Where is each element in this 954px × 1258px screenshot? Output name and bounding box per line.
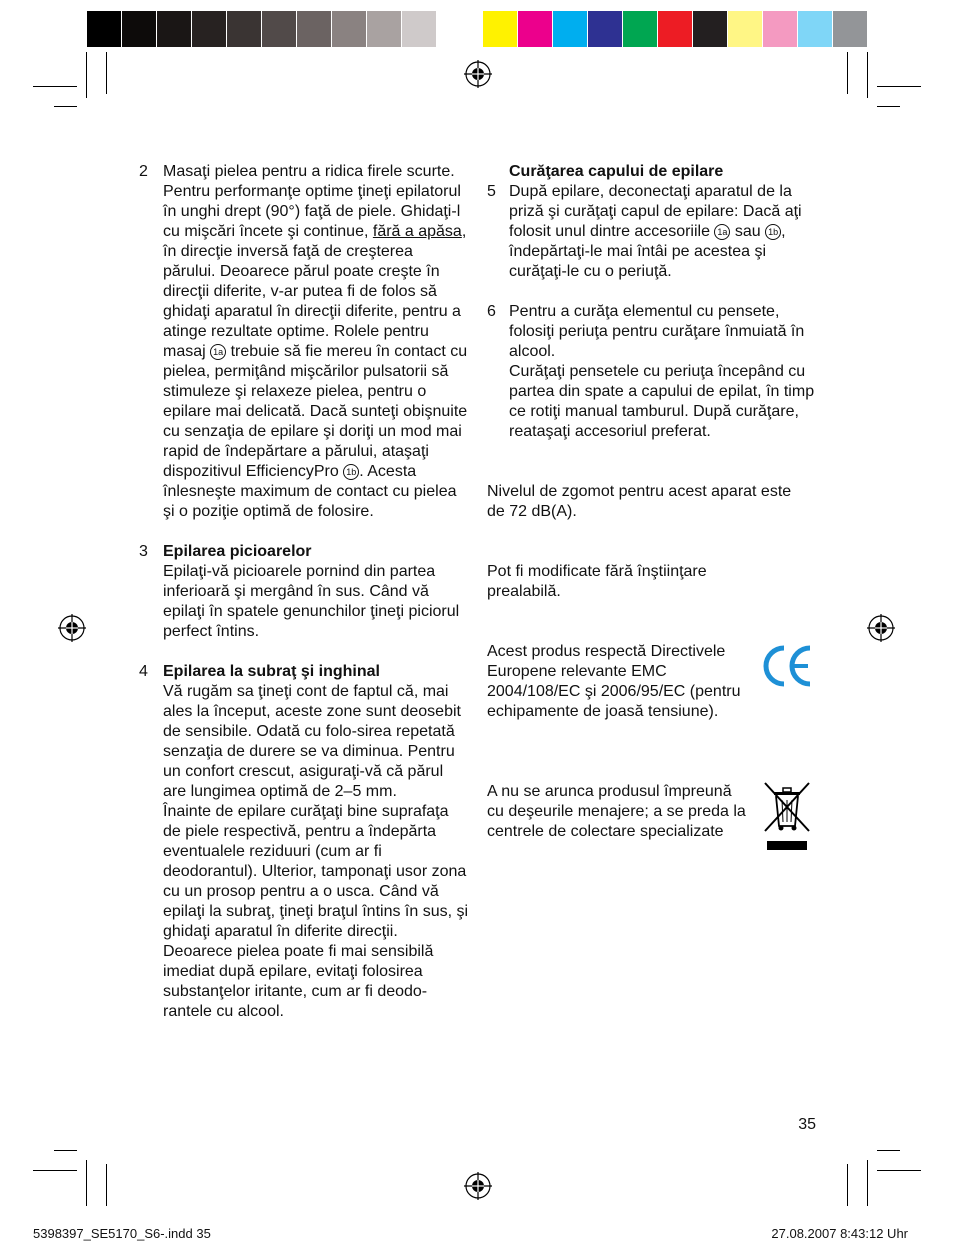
color-swatch [367, 11, 402, 47]
color-swatch [122, 11, 157, 47]
step-text: sau [730, 223, 766, 240]
section-heading: Curăţarea capului de epilare [509, 163, 724, 180]
step-2 [139, 162, 469, 522]
page-number: 35 [798, 1116, 816, 1133]
symbol-1b: 1b [765, 224, 781, 240]
crop-mark [867, 52, 868, 98]
color-swatch [728, 11, 763, 47]
crop-mark [867, 1160, 868, 1206]
crop-mark [877, 1150, 900, 1151]
crossed-bin-icon [762, 780, 812, 852]
registration-mark-icon [464, 60, 492, 88]
symbol-1a: 1a [210, 344, 226, 360]
crop-mark [54, 106, 77, 107]
crop-mark [106, 1164, 107, 1206]
disposal-text: A nu se arunca produsul împreună cu deşeurile menajere; a se preda la centrele de colectare specializate [487, 783, 746, 840]
color-swatch [798, 11, 833, 47]
step-text: După epilare, deconectaţi aparatul de la priză şi curăţaţi capul de epilare: Dacă aţi folosit unul dintre accesoriile [509, 183, 802, 240]
color-swatch [763, 11, 798, 47]
color-swatch [833, 11, 868, 47]
step-paragraph: Înainte de epilare curăţaţi bine suprafaţa de piele respectivă, pentru a îndepărta eventualele reziduuri (cum ar fi deodorantul). Ulterior, tamponaţi usor zona cu un prosop pentru a o usca. Când vă epilaţi la subraţ, ţineţi braţul întins în sus, şi ghidaţi aparatul în diferite direcţii. [163, 803, 469, 940]
step-heading: Epilarea la subraţ şi inghinal [163, 663, 380, 680]
step-3 [139, 542, 469, 642]
footer-timestamp: 27.08.2007 8:43:12 Uhr [771, 1226, 908, 1241]
crop-mark [847, 52, 848, 94]
crop-mark [86, 1160, 87, 1206]
color-swatch [227, 11, 262, 47]
step-number: 4 [139, 663, 148, 680]
symbol-1a: 1a [714, 224, 730, 240]
registration-mark-icon [464, 1172, 492, 1200]
registration-mark-icon [58, 614, 86, 642]
step-heading: Epilarea picioarelor [163, 543, 312, 560]
color-swatch [658, 11, 693, 47]
crop-mark [106, 52, 107, 94]
step-text: Epilaţi-vă picioarele pornind din partea inferioară şi mergând în sus. Când vă epilaţi în spatele genunchilor ţineţi piciorul perfect întins. [163, 563, 460, 640]
right-column [487, 162, 817, 442]
color-swatch [332, 11, 367, 47]
step-number: 3 [139, 543, 148, 560]
color-swatch [297, 11, 332, 47]
notice-text: Pot fi modificate fără înştiinţare prealabilă. [487, 563, 707, 600]
color-swatch [262, 11, 297, 47]
color-swatch [402, 11, 437, 47]
crop-mark [86, 52, 87, 98]
step-6 [487, 302, 817, 442]
step-text: Masaţi pielea pentru a ridica firele scurte. Pentru performanţe optime ţineţi epilatorul în unghi drept (90°) faţă de piele. Ghidaţi-l cu mişcări încete şi continue, [163, 163, 461, 240]
color-swatch [553, 11, 588, 47]
crop-mark [847, 1164, 848, 1206]
directive-text: Acest produs respectă Directivele Europene relevante EMC 2004/108/EC şi 2006/95/EC (pentru echipamente de joasă tensiune). [487, 643, 741, 720]
crop-mark [877, 1170, 921, 1171]
crop-mark [33, 86, 77, 87]
noise-level-text: Nivelul de zgomot pentru acest aparat este de 72 dB(A). [487, 483, 792, 520]
crop-mark [877, 86, 921, 87]
step-text: , în direcţie inversă faţă de creşterea părului. Deoarece părul poate creşte în direcţii diferite, v-ar putea fi de folos să ghidaţi aparatul în direcţii diferite, pentru a atinge rezultate optime. Rolele pentru masaj [163, 223, 467, 360]
registration-mark-icon [867, 614, 895, 642]
step-5 [487, 182, 817, 282]
step-number: 5 [487, 183, 496, 200]
color-swatch [623, 11, 658, 47]
ce-mark-icon [762, 642, 816, 690]
color-swatch [518, 11, 553, 47]
step-4 [139, 662, 469, 1022]
step-number: 6 [487, 303, 496, 320]
step-paragraph: Vă rugăm sa ţineţi cont de faptul că, mai ales la început, aceste zone sunt deosebit de sensibile. Odată cu folo-sirea repetată senzaţia de durere se va diminua. Pentru un confort crescut, asiguraţi-vă că părul are lungimea optimă de 2–5 mm. [163, 683, 461, 800]
footer-file-info: 5398397_SE5170_S6-.indd 35 [33, 1226, 211, 1241]
crop-mark [54, 1150, 77, 1151]
step-number: 2 [139, 163, 148, 180]
color-swatch [192, 11, 227, 47]
gray-ramp-bar [87, 11, 472, 47]
left-column [139, 162, 469, 1022]
color-swatch [157, 11, 192, 47]
symbol-1b: 1b [343, 464, 359, 480]
color-swatch [437, 11, 472, 47]
color-swatch [588, 11, 623, 47]
process-color-bar [483, 11, 868, 47]
step-paragraph: Pentru a curăţa elementul cu pensete, folosiţi periuţa pentru curăţare înmuiată în alcool. [509, 303, 805, 360]
step-text: . Acesta înlesneşte maximum de contact cu pielea şi o poziţie optimă de folosire. [163, 463, 457, 520]
step-paragraph: Curăţaţi pensetele cu periuţa începând cu partea din spate a capului de epilat, în timp ce rotiţi manual tamburul. După curăţare, reataşaţi accesoriul preferat. [509, 363, 815, 440]
crop-mark [33, 1170, 77, 1171]
step-paragraph: Deoarece pielea poate fi mai sensibilă imediat după epilare, evitaţi folosirea substanţelor iritante, cum ar fi deodo-rantele cu alcool. [163, 943, 434, 1020]
emphasis-underline: fără a apăsa [372, 223, 462, 240]
color-swatch [87, 11, 122, 47]
crop-mark [877, 106, 900, 107]
step-text: , îndepărtaţi-le mai întâi pe acestea şi curăţaţi-le cu o periuţă. [509, 223, 786, 280]
color-swatch [483, 11, 518, 47]
color-swatch [693, 11, 728, 47]
step-text: trebuie să fie mereu în contact cu pielea, permiţând mişcărilor pulsatorii să stimuleze şi relaxeze pielea, pentru o epilare mai delicată. Dacă sunteţi obişnuite cu senzaţia de epilare şi doriţi un mod mai rapid de îndepărtare a părului, ataşaţi dispozitivul EfficiencyPro [163, 343, 468, 480]
